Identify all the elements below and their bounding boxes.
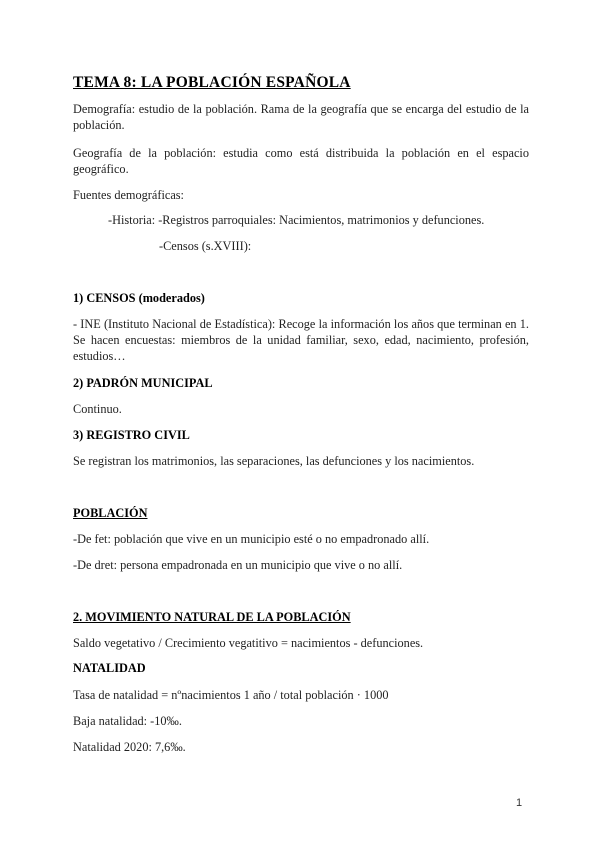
fuentes-heading: Fuentes demográficas:: [73, 188, 184, 202]
demografia-paragraph: Demografía: estudio de la población. Rama de la geografía que se encarga del estudio de la población.: [73, 102, 529, 132]
geografia-poblacion-paragraph: Geografía de la población: estudia como está distribuida la población en el espacio geográfico.: [73, 146, 529, 176]
poblacion-heading: POBLACIÓN: [73, 506, 148, 520]
censos-paragraph: - INE (Instituto Nacional de Estadística): Recoge la información los años que terminan en 1. Se hacen encuestas: miembros de la unidad familiar, sexo, edad, nacimiento, profesión, estudios…: [73, 317, 529, 363]
natalidad-2020-line: Natalidad 2020: 7,6‰.: [73, 740, 186, 754]
natalidad-heading: NATALIDAD: [73, 661, 146, 675]
saldo-line: Saldo vegetativo / Crecimiento vegatitivo = nacimientos - defunciones.: [73, 636, 424, 650]
tasa-natalidad-line: Tasa de natalidad = nºnacimientos 1 año / total población · 1000: [73, 688, 389, 702]
fuentes-censos-line: -Censos (s.XVIII):: [159, 239, 252, 253]
movimiento-heading: 2. MOVIMIENTO NATURAL DE LA POBLACIÓN: [73, 610, 351, 624]
registro-text: Se registran los matrimonios, las separaciones, las defunciones y los nacimientos.: [73, 454, 475, 468]
page-title: TEMA 8: LA POBLACIÓN ESPAÑOLA: [73, 74, 351, 91]
padron-heading: 2) PADRÓN MUNICIPAL: [73, 376, 213, 390]
registro-heading: 3) REGISTRO CIVIL: [73, 428, 190, 442]
padron-text: Continuo.: [73, 402, 122, 416]
de-fet-line: -De fet: población que vive en un municipio esté o no empadronado allí.: [73, 532, 430, 546]
de-dret-line: -De dret: persona empadronada en un municipio que vive o no allí.: [73, 558, 403, 572]
censos-heading: 1) CENSOS (moderados): [73, 291, 205, 305]
baja-natalidad-line: Baja natalidad: -10‰.: [73, 714, 182, 728]
page-number: 1: [516, 797, 523, 809]
fuentes-historia-line: -Historia: -Registros parroquiales: Nacimientos, matrimonios y defunciones.: [108, 213, 485, 227]
